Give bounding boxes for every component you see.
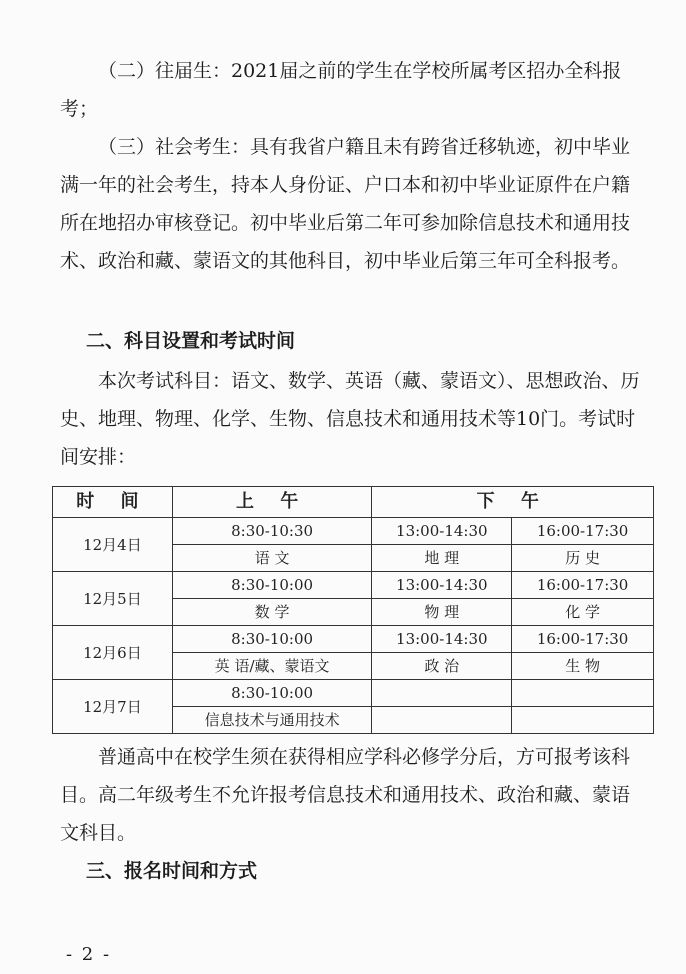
pm2-time-cell xyxy=(512,680,654,707)
paragraph-former-students: （二）往届生：2021届之前的学生在学校所属考区招办全科报考； xyxy=(60,60,622,120)
pm2-subject-cell: 生 物 xyxy=(512,653,654,680)
date-cell: 12月4日 xyxy=(53,518,173,572)
pm1-subject-cell: 政 治 xyxy=(372,653,512,680)
am-subject-cell: 信息技术与通用技术 xyxy=(172,707,372,734)
pm2-subject-cell: 化 学 xyxy=(512,599,654,626)
table-row xyxy=(53,626,654,653)
am-time-cell: 8:30-10:00 xyxy=(172,572,372,599)
am-time-cell: 8:30-10:30 xyxy=(172,518,372,545)
section-heading-registration: 三、报名时间和方式 xyxy=(86,860,258,882)
pm2-time-cell: 16:00-17:30 xyxy=(512,572,654,599)
pm1-time-cell: 13:00-14:30 xyxy=(372,518,512,545)
am-subject-cell: 数 学 xyxy=(172,599,372,626)
am-time-cell: 8:30-10:00 xyxy=(172,680,372,707)
am-subject-cell: 英 语/藏、蒙语文 xyxy=(172,653,372,680)
paragraph-subjects: 本次考试科目：语文、数学、英语（藏、蒙语文）、思想政治、历史、地理、物理、化学、生物、信息技术和通用技术等10门。考试时间安排： xyxy=(60,370,640,468)
am-time-cell: 8:30-10:00 xyxy=(172,626,372,653)
date-cell: 12月6日 xyxy=(53,626,173,680)
header-morning: 上 午 xyxy=(172,487,372,518)
pm1-subject-cell: 地 理 xyxy=(372,545,512,572)
table-row xyxy=(53,572,654,599)
pm2-subject-cell xyxy=(512,707,654,734)
pm2-subject-cell: 历 史 xyxy=(512,545,654,572)
pm1-subject-cell xyxy=(372,707,512,734)
page-number: - 2 - xyxy=(66,944,112,965)
pm1-time-cell: 13:00-14:30 xyxy=(372,572,512,599)
paragraph-social-candidates: （三）社会考生：具有我省户籍且未有跨省迁移轨迹，初中毕业满一年的社会考生，持本人身份证、户口本和初中毕业证原件在户籍所在地招办审核登记。初中毕业后第二年可参加除信息技术和通用技术、政治和藏、蒙语文的其他科目，初中毕业后第三年可全科报考。 xyxy=(60,136,631,272)
pm1-time-cell: 13:00-14:30 xyxy=(372,626,512,653)
table-row xyxy=(53,680,654,707)
header-time: 时 间 xyxy=(53,487,173,518)
table-row xyxy=(53,518,654,545)
exam-schedule-table xyxy=(52,486,654,734)
date-cell: 12月5日 xyxy=(53,572,173,626)
header-afternoon: 下 午 xyxy=(372,487,654,518)
pm2-time-cell: 16:00-17:30 xyxy=(512,518,654,545)
paragraph-eligibility: 普通高中在校学生须在获得相应学科必修学分后，方可报考该科目。高二年级考生不允许报考信息技术和通用技术、政治和藏、蒙语文科目。 xyxy=(60,746,631,844)
table-header-row xyxy=(53,487,654,518)
am-subject-cell: 语 文 xyxy=(172,545,372,572)
date-cell: 12月7日 xyxy=(53,680,173,734)
pm2-time-cell: 16:00-17:30 xyxy=(512,626,654,653)
pm1-subject-cell: 物 理 xyxy=(372,599,512,626)
pm1-time-cell xyxy=(372,680,512,707)
section-heading-subjects: 二、科目设置和考试时间 xyxy=(86,330,296,352)
